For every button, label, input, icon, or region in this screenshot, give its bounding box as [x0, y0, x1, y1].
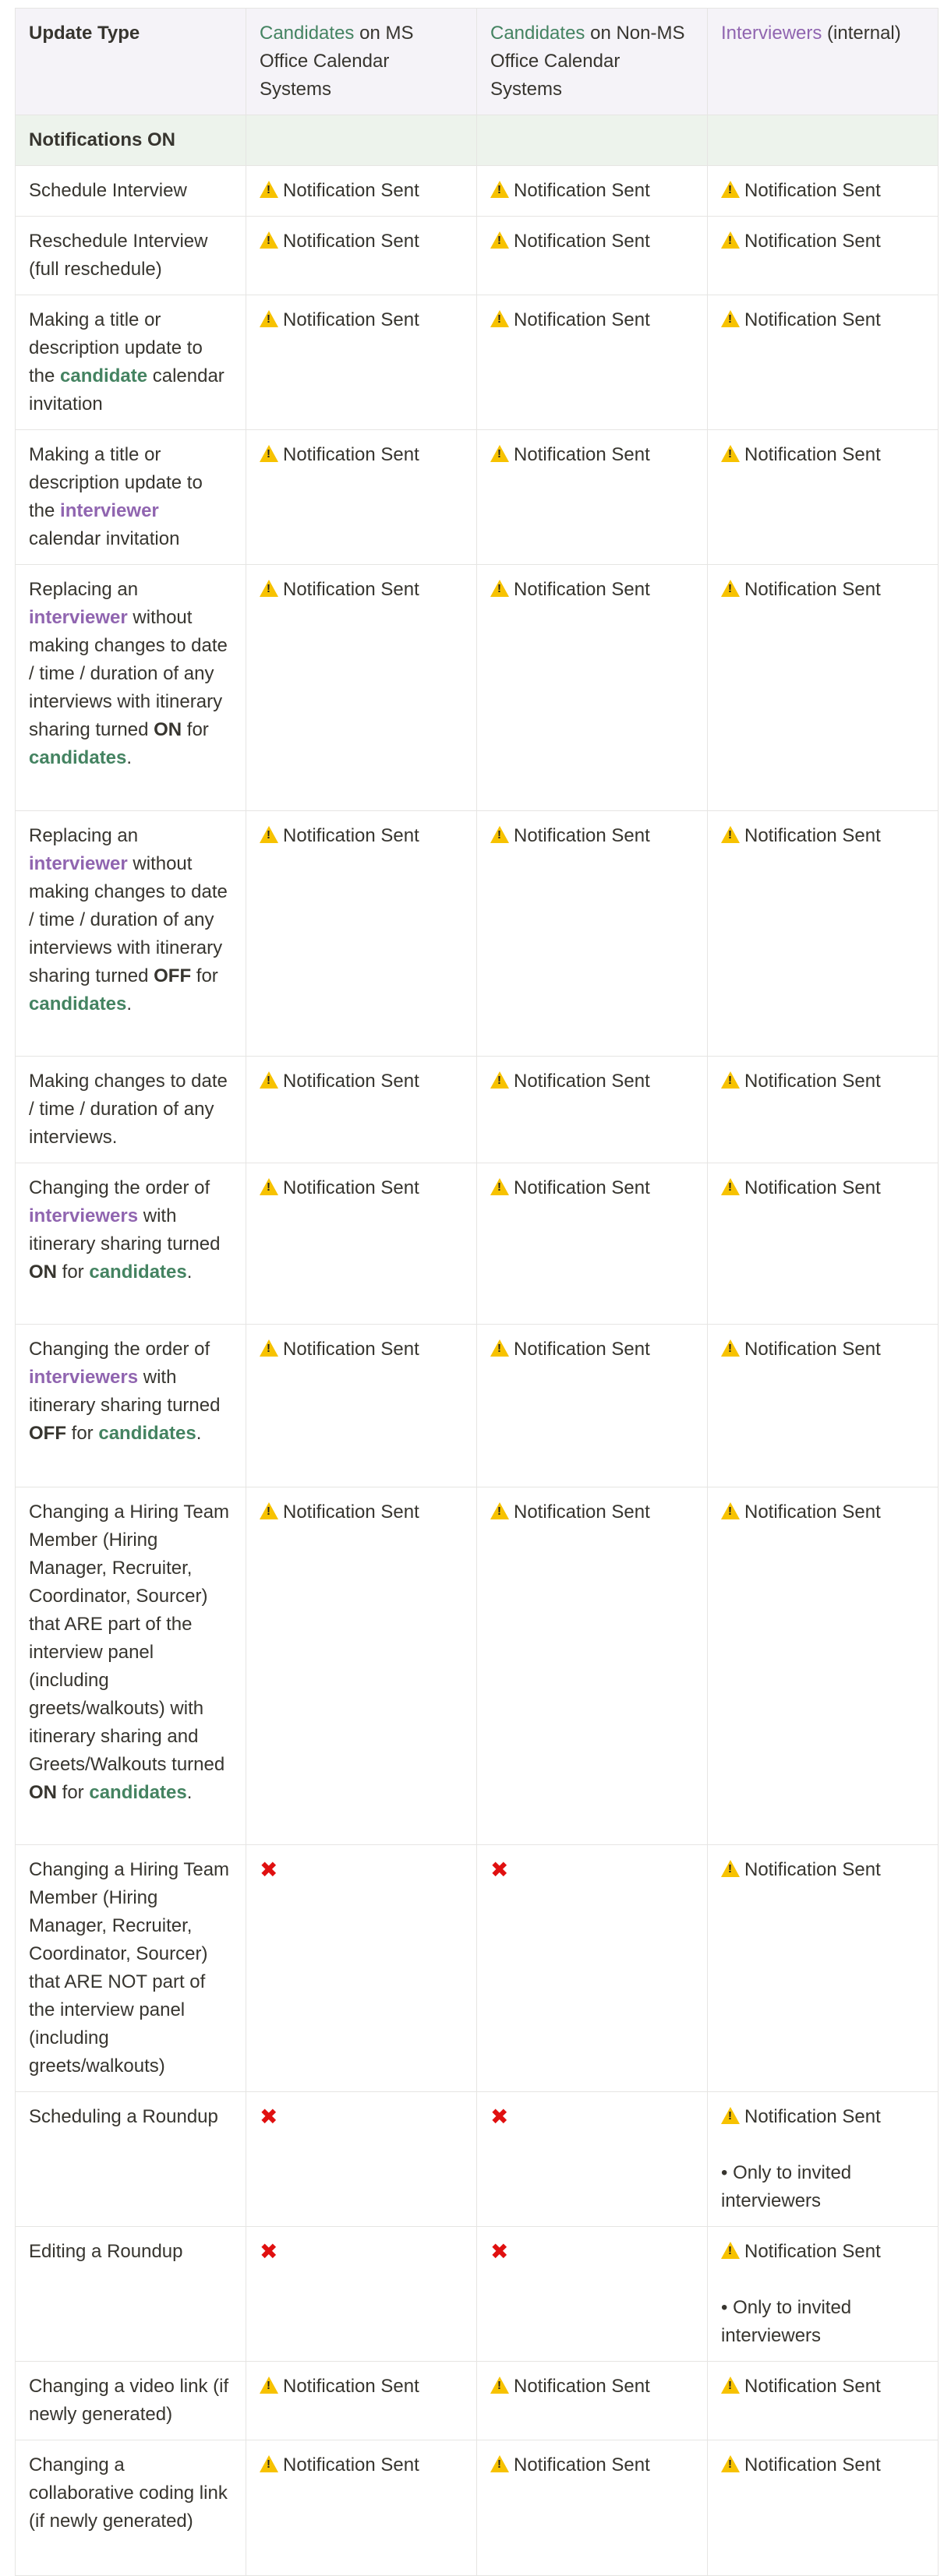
update-type-text: calendar invitation: [29, 528, 180, 549]
update-type-text: Replacing an: [29, 825, 139, 846]
notification-sent-label: Notification Sent: [283, 231, 419, 252]
update-type-cell: [16, 166, 246, 217]
status-cell-ms: [246, 811, 477, 1057]
update-type-cell: [16, 1845, 246, 2092]
warning-icon: [490, 231, 509, 249]
update-type-cell: [16, 217, 246, 295]
table-row: [16, 2092, 939, 2227]
candidate-highlight: candidate: [60, 365, 148, 386]
table-row: [16, 217, 939, 295]
notification-sent-label: Notification Sent: [744, 1339, 881, 1360]
notification-sent-label: Notification Sent: [744, 309, 881, 330]
spacer: [721, 2131, 924, 2159]
header-candidates-non-ms-office: [477, 9, 708, 115]
update-type-text: Changing a Hiring Team Member (Hiring Manager, Recruiter, Coordinator, Sourcer) that ARE NOT part of the interview panel (including greets/walkouts): [29, 1859, 230, 2077]
status-cell-internal: [708, 1163, 939, 1325]
status-cell-internal: [708, 1325, 939, 1487]
notification-sent-label: Notification Sent: [744, 1859, 881, 1880]
update-type-text: without making changes to date / time / duration of any interviews with itinerary sharing turned: [29, 853, 228, 986]
bold-text: OFF: [154, 965, 192, 986]
warning-icon: [490, 580, 509, 597]
notification-sent-label: Notification Sent: [744, 180, 881, 201]
section-empty-cell: [708, 115, 939, 166]
warning-icon: [721, 1502, 740, 1519]
update-type-text: Making a title or description update to the: [29, 309, 203, 386]
candidate-highlight: candidates: [98, 1423, 196, 1444]
status-cell-non-ms: [477, 217, 708, 295]
status-cell-ms: [246, 1163, 477, 1325]
interviewer-highlight: interviewer: [29, 607, 128, 628]
warning-icon: [490, 1502, 509, 1519]
spacer: [721, 2266, 924, 2294]
warning-icon: [721, 2455, 740, 2472]
update-type-text: without making changes to date / time / duration of any interviews with itinerary sharing turned: [29, 607, 228, 740]
table-row: [16, 2362, 939, 2440]
cross-icon: ✖: [490, 2239, 509, 2264]
notification-sent-label: Notification Sent: [283, 2376, 419, 2397]
section-row-notifications-on: [16, 115, 939, 166]
notification-sent-label: Notification Sent: [514, 231, 650, 252]
warning-icon: [260, 1339, 278, 1357]
warning-icon: [721, 826, 740, 843]
warning-icon: [260, 231, 278, 249]
status-cell-internal: [708, 166, 939, 217]
status-cell-internal: [708, 811, 939, 1057]
status-cell-ms: [246, 2227, 477, 2362]
bold-text: ON: [154, 719, 182, 740]
notification-sent-label: Notification Sent: [514, 1501, 650, 1523]
candidate-highlight: candidates: [89, 1782, 187, 1803]
status-cell-non-ms: [477, 2362, 708, 2440]
warning-icon: [721, 1860, 740, 1877]
table-row: [16, 166, 939, 217]
status-cell-internal: [708, 565, 939, 811]
status-cell-ms: [246, 1057, 477, 1163]
only-invited-note: • Only to invited interviewers: [721, 2297, 852, 2346]
update-type-cell: [16, 1325, 246, 1487]
notification-sent-label: Notification Sent: [744, 1177, 881, 1198]
warning-icon: [260, 1502, 278, 1519]
update-type-text: for: [191, 965, 218, 986]
status-cell-ms: [246, 217, 477, 295]
update-type-cell: [16, 2362, 246, 2440]
interviewer-highlight: interviewer: [60, 500, 159, 521]
table-row: [16, 295, 939, 430]
warning-icon: [490, 310, 509, 327]
status-cell-ms: [246, 1487, 477, 1845]
table-row: [16, 1057, 939, 1163]
candidates-highlight: Candidates: [260, 23, 355, 44]
interviewer-highlight: interviewers: [29, 1205, 139, 1226]
section-empty-cell: [477, 115, 708, 166]
status-cell-ms: [246, 1325, 477, 1487]
table-row: [16, 2440, 939, 2576]
notification-sent-label: Notification Sent: [514, 825, 650, 846]
status-cell-internal: [708, 2362, 939, 2440]
notification-sent-label: Notification Sent: [514, 2376, 650, 2397]
update-type-cell: [16, 2440, 246, 2576]
warning-icon: [260, 2377, 278, 2394]
warning-icon: [260, 1071, 278, 1089]
update-type-text: Making a title or description update to the: [29, 444, 203, 521]
update-type-cell: [16, 1487, 246, 1845]
update-type-text: for: [57, 1262, 90, 1283]
update-type-text: Editing a Roundup: [29, 2241, 183, 2262]
status-cell-internal: [708, 2227, 939, 2362]
warning-icon: [721, 1071, 740, 1089]
notification-sent-label: Notification Sent: [514, 579, 650, 600]
cross-icon: ✖: [260, 1858, 278, 1882]
notification-matrix-table: [15, 8, 939, 2576]
header-rest: (internal): [822, 23, 901, 44]
warning-icon: [260, 2455, 278, 2472]
status-cell-non-ms: [477, 1163, 708, 1325]
update-type-text: with itinerary sharing turned: [29, 1205, 221, 1254]
update-type-text: Changing a Hiring Team Member (Hiring Manager, Recruiter, Coordinator, Sourcer) that ARE part of the interview panel (including greets/walkouts) with itinerary sharing and Greets/Walkouts turned: [29, 1501, 230, 1775]
table-row: [16, 1325, 939, 1487]
status-cell-internal: [708, 295, 939, 430]
warning-icon: [721, 1178, 740, 1195]
warning-icon: [490, 1178, 509, 1195]
header-rest: on Non-MS Office Calendar Systems: [490, 23, 685, 100]
cross-icon: ✖: [490, 2105, 509, 2129]
update-type-cell: [16, 1057, 246, 1163]
notification-sent-label: Notification Sent: [744, 231, 881, 252]
status-cell-non-ms: [477, 2092, 708, 2227]
table-row: [16, 430, 939, 565]
update-type-text: Making changes to date / time / duration of any interviews.: [29, 1071, 228, 1148]
warning-icon: [260, 181, 278, 198]
update-type-text: .: [186, 1262, 193, 1283]
cross-icon: ✖: [490, 1858, 509, 1882]
notification-sent-label: Notification Sent: [283, 309, 419, 330]
notification-sent-label: Notification Sent: [283, 180, 419, 201]
update-type-text: Changing the order of: [29, 1339, 210, 1360]
notification-sent-label: Notification Sent: [744, 1501, 881, 1523]
notification-sent-label: Notification Sent: [283, 2454, 419, 2475]
status-cell-ms: [246, 2440, 477, 2576]
bold-text: ON: [29, 1782, 57, 1803]
status-cell-non-ms: [477, 565, 708, 811]
warning-icon: [721, 2107, 740, 2124]
interviewer-highlight: interviewers: [29, 1367, 139, 1388]
update-type-text: Changing a collaborative coding link (if newly generated): [29, 2454, 228, 2532]
update-type-cell: [16, 430, 246, 565]
status-cell-ms: [246, 295, 477, 430]
warning-icon: [721, 310, 740, 327]
table-row: [16, 2227, 939, 2362]
warning-icon: [721, 2377, 740, 2394]
notification-sent-label: Notification Sent: [744, 1071, 881, 1092]
notification-sent-label: Notification Sent: [744, 825, 881, 846]
update-type-text: Replacing an: [29, 579, 139, 600]
warning-icon: [490, 445, 509, 462]
notification-sent-label: Notification Sent: [514, 180, 650, 201]
status-cell-non-ms: [477, 430, 708, 565]
table-row: [16, 565, 939, 811]
status-cell-internal: [708, 1487, 939, 1845]
update-type-cell: [16, 565, 246, 811]
cross-icon: ✖: [260, 2239, 278, 2264]
status-cell-internal: [708, 2440, 939, 2576]
status-cell-non-ms: [477, 1487, 708, 1845]
header-update-type: Update Type: [16, 9, 246, 115]
warning-icon: [260, 826, 278, 843]
notification-sent-label: Notification Sent: [283, 579, 419, 600]
section-empty-cell: [246, 115, 477, 166]
table-row: [16, 1487, 939, 1845]
update-type-cell: [16, 295, 246, 430]
status-cell-ms: [246, 430, 477, 565]
notification-sent-label: Notification Sent: [744, 444, 881, 465]
update-type-text: Reschedule Interview (full reschedule): [29, 231, 208, 280]
update-type-text: .: [196, 1423, 202, 1444]
table-row: [16, 811, 939, 1057]
notification-sent-label: Notification Sent: [514, 1339, 650, 1360]
update-type-text: .: [186, 1782, 193, 1803]
notification-sent-label: Notification Sent: [283, 1177, 419, 1198]
status-cell-non-ms: [477, 2440, 708, 2576]
update-type-text: .: [126, 993, 133, 1015]
bold-text: OFF: [29, 1423, 66, 1444]
status-cell-non-ms: [477, 295, 708, 430]
warning-icon: [490, 181, 509, 198]
notification-sent-label: Notification Sent: [514, 1071, 650, 1092]
status-cell-ms: [246, 565, 477, 811]
update-type-text: Changing a video link (if newly generated): [29, 2376, 229, 2425]
status-cell-ms: [246, 166, 477, 217]
interviewer-highlight: interviewer: [29, 853, 128, 874]
warning-icon: [721, 181, 740, 198]
notification-sent-label: Notification Sent: [283, 1071, 419, 1092]
notification-sent-label: Notification Sent: [744, 2454, 881, 2475]
status-cell-internal: [708, 430, 939, 565]
status-cell-non-ms: [477, 1325, 708, 1487]
notification-sent-label: Notification Sent: [514, 444, 650, 465]
warning-icon: [260, 445, 278, 462]
update-type-text: Schedule Interview: [29, 180, 187, 201]
notification-sent-label: Notification Sent: [283, 1339, 419, 1360]
update-type-text: Scheduling a Roundup: [29, 2106, 218, 2127]
update-type-text: calendar invitation: [29, 365, 224, 415]
header-rest: on MS Office Calendar Systems: [260, 23, 414, 100]
cross-icon: ✖: [260, 2105, 278, 2129]
update-type-cell: [16, 2092, 246, 2227]
table-header-row: [16, 9, 939, 115]
interviewers-highlight: Interviewers: [721, 23, 822, 44]
notification-sent-label: Notification Sent: [744, 2106, 881, 2127]
status-cell-ms: [246, 2362, 477, 2440]
candidate-highlight: candidates: [29, 747, 127, 768]
warning-icon: [260, 1178, 278, 1195]
warning-icon: [490, 2377, 509, 2394]
only-invited-note: • Only to invited interviewers: [721, 2162, 852, 2211]
update-type-text: for: [66, 1423, 99, 1444]
warning-icon: [490, 1339, 509, 1357]
status-cell-non-ms: [477, 166, 708, 217]
notification-sent-label: Notification Sent: [283, 825, 419, 846]
table-row: [16, 1163, 939, 1325]
bold-text: ON: [29, 1262, 57, 1283]
candidates-highlight: Candidates: [490, 23, 585, 44]
status-cell-internal: [708, 2092, 939, 2227]
update-type-text: for: [182, 719, 209, 740]
warning-icon: [721, 1339, 740, 1357]
update-type-cell: [16, 1163, 246, 1325]
status-cell-internal: [708, 1057, 939, 1163]
candidate-highlight: candidates: [89, 1262, 187, 1283]
notification-sent-label: Notification Sent: [744, 2376, 881, 2397]
status-cell-non-ms: [477, 811, 708, 1057]
notification-sent-label: Notification Sent: [514, 309, 650, 330]
status-cell-non-ms: [477, 1057, 708, 1163]
notification-sent-label: Notification Sent: [283, 444, 419, 465]
update-type-text: for: [57, 1782, 90, 1803]
warning-icon: [721, 445, 740, 462]
header-candidates-ms-office: [246, 9, 477, 115]
status-cell-internal: [708, 217, 939, 295]
update-type-text: with itinerary sharing turned: [29, 1367, 221, 1416]
warning-icon: [721, 231, 740, 249]
warning-icon: [721, 580, 740, 597]
warning-icon: [260, 310, 278, 327]
notification-sent-label: Notification Sent: [514, 1177, 650, 1198]
update-type-text: Changing the order of: [29, 1177, 210, 1198]
section-label: Notifications ON: [16, 115, 246, 166]
notification-sent-label: Notification Sent: [744, 579, 881, 600]
status-cell-ms: [246, 1845, 477, 2092]
warning-icon: [260, 580, 278, 597]
table-row: [16, 1845, 939, 2092]
update-type-cell: [16, 811, 246, 1057]
notification-sent-label: Notification Sent: [514, 2454, 650, 2475]
update-type-cell: [16, 2227, 246, 2362]
notification-sent-label: Notification Sent: [744, 2241, 881, 2262]
warning-icon: [490, 1071, 509, 1089]
update-type-text: .: [126, 747, 133, 768]
warning-icon: [490, 826, 509, 843]
status-cell-non-ms: [477, 1845, 708, 2092]
warning-icon: [490, 2455, 509, 2472]
candidate-highlight: candidates: [29, 993, 127, 1015]
status-cell-non-ms: [477, 2227, 708, 2362]
status-cell-ms: [246, 2092, 477, 2227]
warning-icon: [721, 2242, 740, 2259]
status-cell-internal: [708, 1845, 939, 2092]
header-interviewers-internal: [708, 9, 939, 115]
notification-sent-label: Notification Sent: [283, 1501, 419, 1523]
